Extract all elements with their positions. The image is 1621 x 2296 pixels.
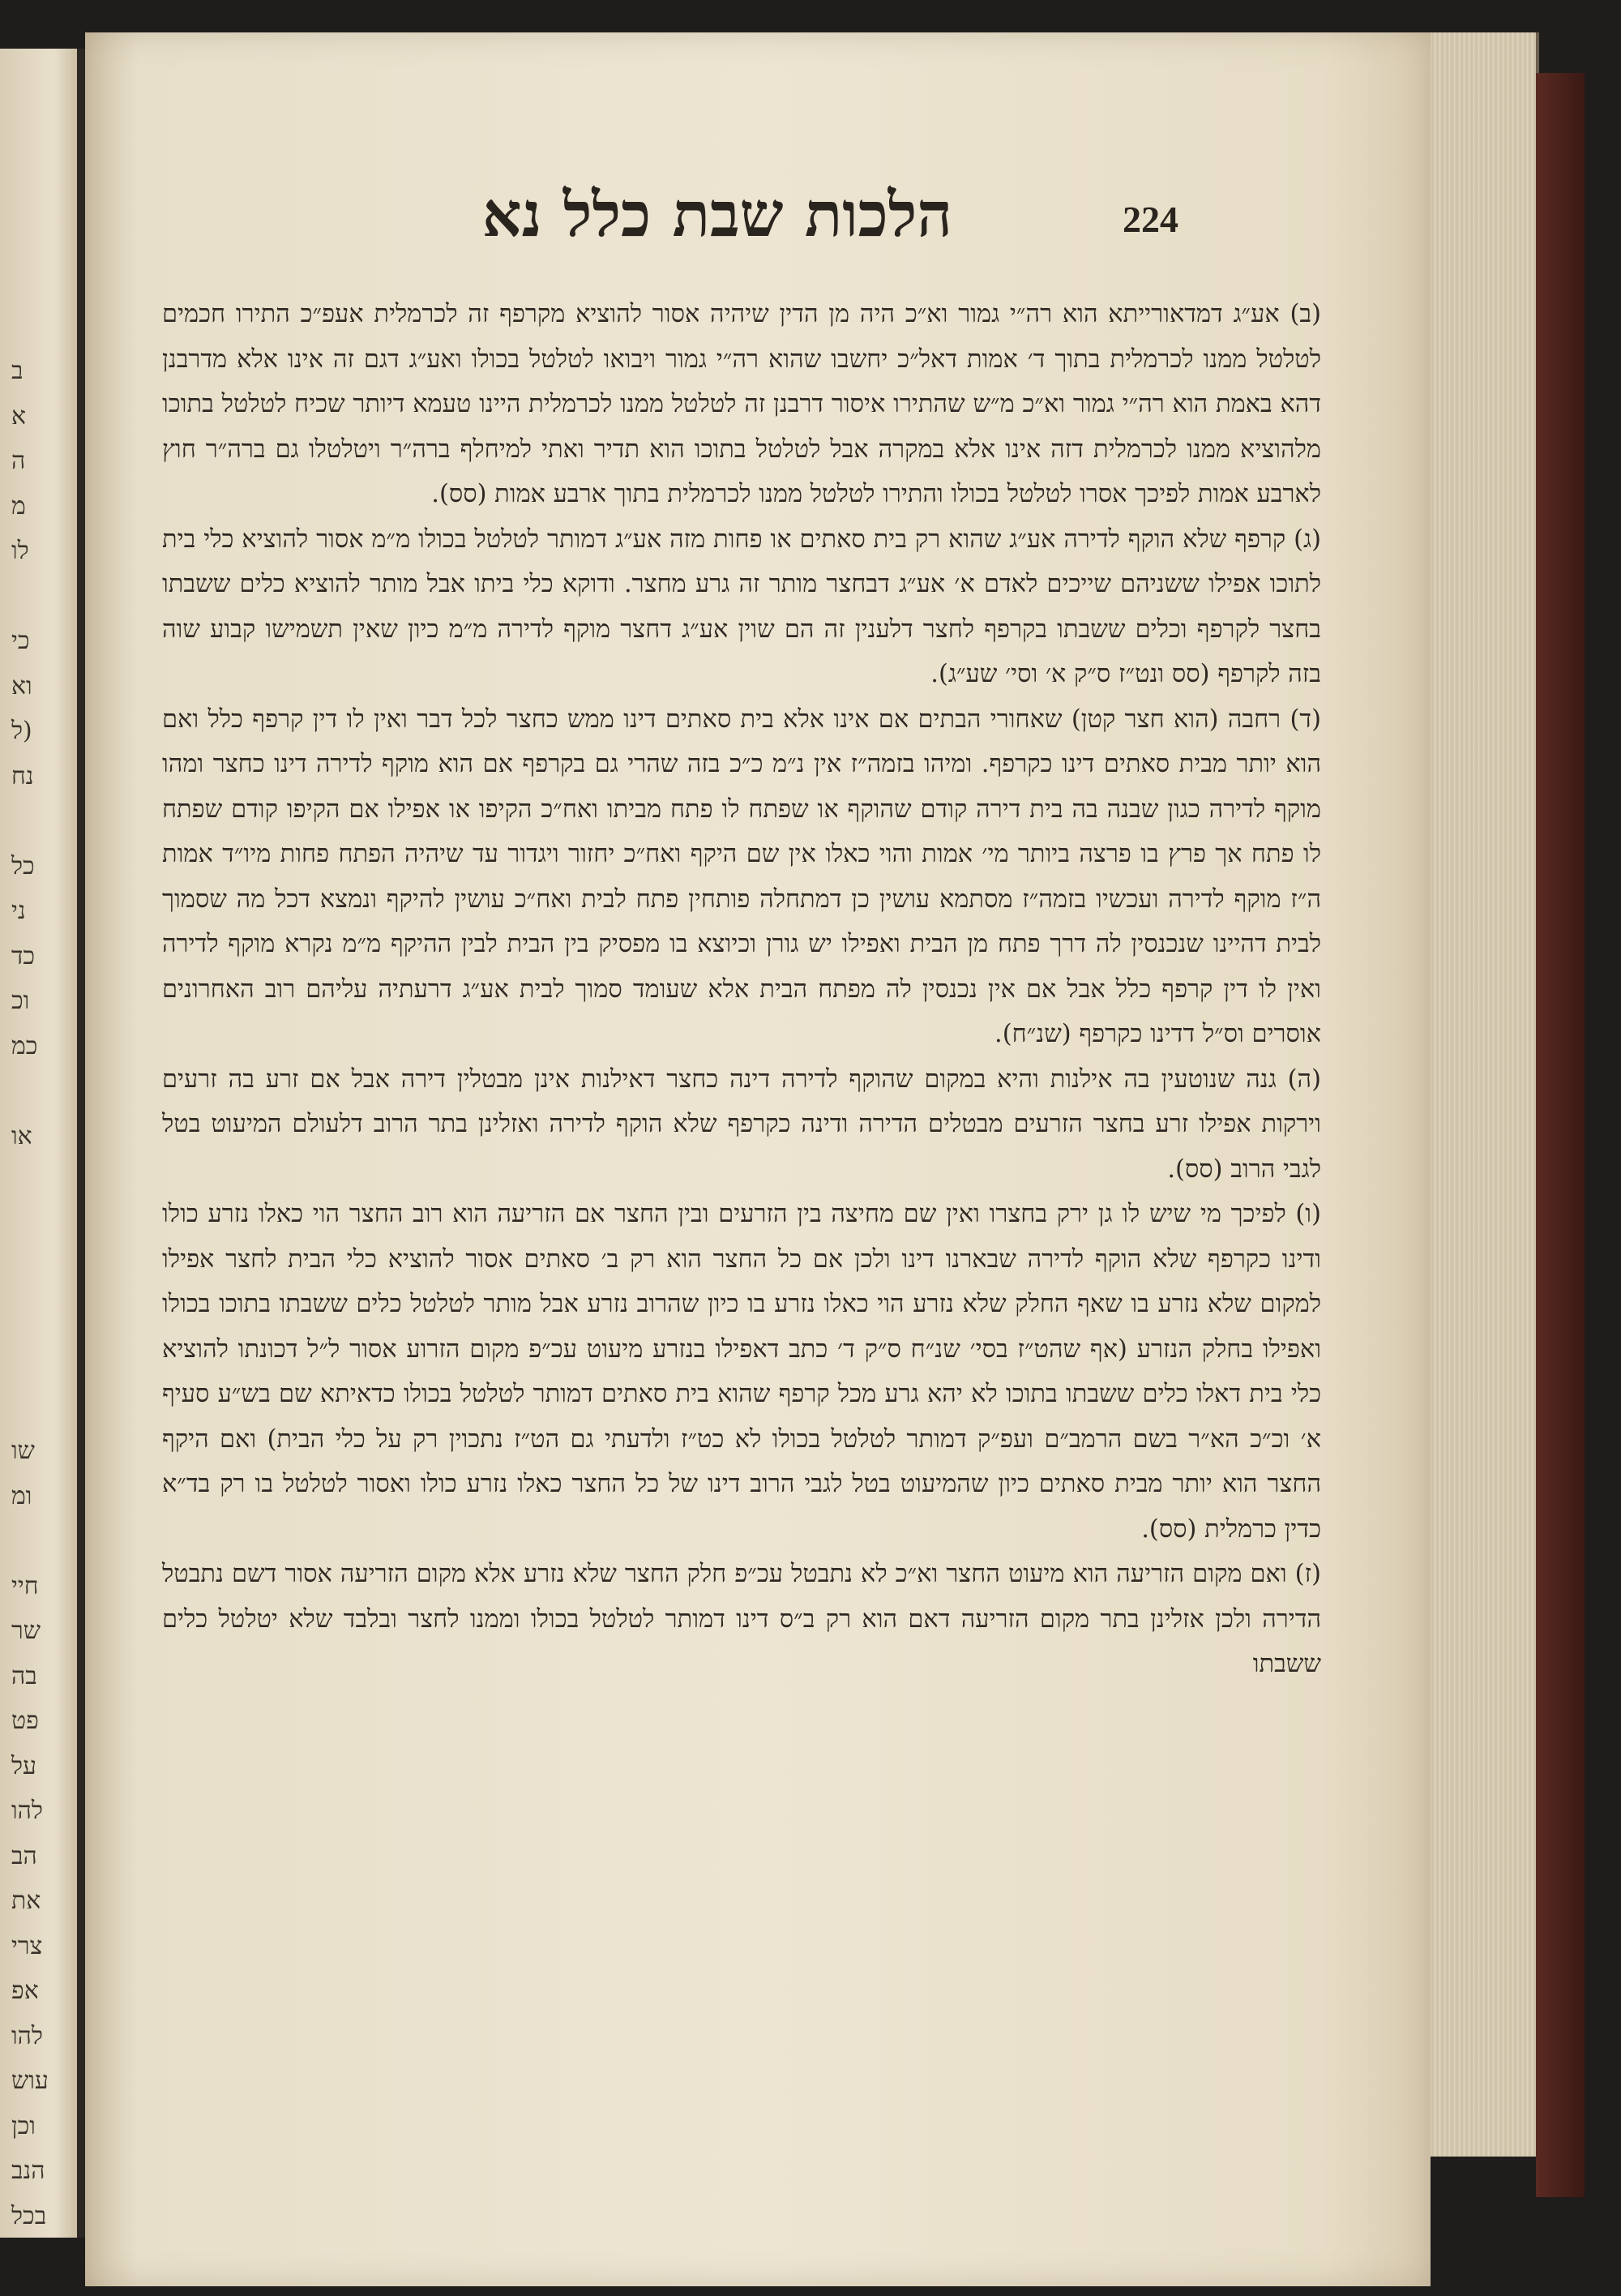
left-page-fragment: ב bbox=[11, 357, 24, 385]
left-page-fragment: (ל bbox=[11, 717, 32, 745]
left-page-fragment: כל bbox=[11, 851, 35, 880]
paragraph-6: (ו) לפיכך מי שיש לו גן ירק בחצרו ואין שם מחיצה בין הזרעים ובין החצר אם הזריעה הוא רוב החצר הוי כאלו נזרע כולו ודינו כקרפף שלא הוקף לדירה שבארנו דינו ולכן אם כל החצר הוא רק ב׳ סאתים אסור להוציא כלי הבית לחצר אפילו למקום שלא נזרע בו שאף החלק שלא נזרע הוי כאלו נזרע בו כיון שהרוב נזרע אבל מותר לטלטל כלים ששבתו בתוכו בכולו ואפילו בחלק הנזרע (אף שהט״ז בסי׳ שנ״ח ס״ק ד׳ כתב דאפילו בנזרע מיעוט עכ״פ מקום הזרוע אסור ל״ל דכונתו להוציא כלי בית דאלו כלים ששבתו בתוכו לא יהא גרע מכל קרפף שהוא בית סאתים דמותר לטלטל בכולו כדאיתא שם בש״ע סעיף א׳ וכ״כ הא״ר בשם הרמב״ם ועפ״ק דמותר לטלטל בכולו לא כט״ז ולדעתי גם הט״ז נתכוין רק על כלי הבית) ואם היקף החצר הוא יותר מבית סאתים כיון שהמיעוט בטל לגבי הרוב דינו של כל החצר כאלו נזרע כולו ואסור לטלטל בו רק בד״א כדין כרמלית (סס). bbox=[162, 1200, 1321, 1544]
page-header bbox=[85, 178, 1431, 276]
left-page-fragment: ה bbox=[11, 447, 26, 475]
left-page-fragment: להו bbox=[11, 1797, 43, 1825]
left-page-fragment: להו bbox=[11, 2021, 43, 2050]
page-title: הלכות שבת כלל נא bbox=[481, 178, 953, 251]
left-page-fragment: פט bbox=[11, 1707, 39, 1735]
left-page-fragment: צרי bbox=[11, 1931, 43, 1960]
left-facing-page bbox=[0, 49, 79, 2238]
book-gutter bbox=[77, 49, 85, 2238]
left-page-fragment: כי bbox=[11, 627, 30, 655]
left-page-fragment: חיי bbox=[11, 1571, 39, 1600]
book-page bbox=[85, 32, 1431, 2286]
left-page-fragment: כמ bbox=[11, 1031, 38, 1060]
left-page-fragment: ני bbox=[11, 897, 26, 925]
paragraph-5: (ה) גנה שנוטעין בה אילנות והיא במקום שהוקף לדירה דינה כחצר דאילנות אינן מבטלין דירה אבל אם זרע בה זרעים וירקות אפילו זרע בחצר הזרעים מבטלים הדירה ודינה כקרפף שלא הוקף לדירה ואזלינן בתר הרוב דלעולם המיעוט בטל לגבי הרוב (סס). bbox=[162, 1064, 1321, 1184]
left-page-fragment: נח bbox=[11, 761, 34, 790]
book-cover-edge bbox=[1536, 73, 1585, 2197]
left-page-fragment: מ bbox=[11, 491, 26, 520]
left-page-fragment: או bbox=[11, 1121, 32, 1150]
left-page-fragment: וא bbox=[11, 671, 32, 700]
left-page-fragment: כד bbox=[11, 941, 36, 970]
left-page-fragment: וכ bbox=[11, 987, 30, 1015]
left-page-fragment: שו bbox=[11, 1437, 35, 1465]
paragraph-3: (ג) קרפף שלא הוקף לדירה אע״ג שהוא רק בית סאתים או פחות מזה אע״ג דמותר לטלטל בכולו מ״מ אסור להוציא כלי בית לתוכו אפילו ששניהם שייכים לאדם א׳ אע״ג דבחצר מותר זה גרע מחצר. ודוקא כלי ביתו אבל מותר להוציא כלים ששבתו בחצר לקרפף וכלים ששבתו בקרפף לחצר דלענין זה הם שוין אע״ג דחצר מוקף לדירה מ״מ כיון שאין תשמישו קבוע שוה בזה לקרפף (סס ונט״ז ס״ק א׳ וסי׳ שע״ג). bbox=[162, 525, 1321, 688]
page-number: 224 bbox=[1123, 199, 1178, 240]
page-edges bbox=[1431, 32, 1539, 2157]
left-page-fragment: עוש bbox=[11, 2067, 49, 2095]
left-page-fragment: שר bbox=[11, 1617, 41, 1645]
left-page-fragment: א bbox=[11, 401, 27, 430]
left-page-fragment: לו bbox=[11, 537, 29, 565]
left-page-fragment: את bbox=[11, 1887, 41, 1915]
left-page-fragment: הנב bbox=[11, 2157, 45, 2185]
left-page-fragment: וכן bbox=[11, 2111, 36, 2140]
left-page-fragment: הב bbox=[11, 1841, 37, 1870]
paragraph-7: (ז) ואם מקום הזריעה הוא מיעוט החצר וא״כ לא נתבטל עכ״פ חלק החצר שלא נזרע אלא מקום הזריעה אסור דשם נתבטל הדירה ולכן אזלינן בתר מקום הזריעה דאם הוא רק ב״ס דינו דמותר לטלטל בכולו וממנו לחצר ובלבד שלא יטלטל כלים ששבתו bbox=[162, 1560, 1321, 1678]
left-page-fragment: בכל bbox=[11, 2201, 47, 2230]
paragraph-4: (ד) רחבה (הוא חצר קטן) שאחורי הבתים אם אינו אלא בית סאתים דינו ממש כחצר לכל דבר ואין לו דין קרפף כלל ואם הוא יותר מבית סאתים דינו כקרפף. ומיהו בזמה״ז אין נ״מ כ״כ בזה שהרי גם בקרפף אם הוא מוקף לדירה דינו כחצר ומהו מוקף לדירה כגון שבנה בה בית דירה קודם שהוקף או שפתח לו פתח מביתו ואח״כ הקיפו או אפילו אם הקיפו קודם שפתח לו פתח אך פרץ בו פרצה ביותר מי׳ אמות והוי כאלו אין שם היקף ואח״כ יחזור ויגדור עד שיהיה הפתח פחות מיו״ד אמות ה״ז מוקף לדירה ועכשיו בזמה״ז מסתמא עושין כן דמתחלה פותחין פתח לבית ואח״כ עושין להיקף ונמצא דכל מה שסמוך לבית דהיינו שנכנסין לה דרך פתח מן הבית ואפילו יש גורן וכיוצא בו מפסיק בין הבית לבין ההיקף מ״מ נקרא מוקף לדירה ואין לו דין קרפף כלל אבל אם אין נכנסין לה מפתח הבית אלא שעומד סמוך לבית אע״ג דרעתיה עליהם רוב האחרונים אוסרים וס״ל דדינו כקרפף (שנ״ח). bbox=[162, 705, 1321, 1048]
left-page-fragment: ומ bbox=[11, 1481, 32, 1510]
left-page-fragment: אפ bbox=[11, 1977, 39, 2005]
paragraph-2: (ב) אע״ג דמדאורייתא הוא רה״י גמור וא״כ היה מן הדין שיהיה אסור להוציא מקרפף זה לכרמלית אעפ״כ התירו חכמים לטלטל ממנו לכרמלית בתוך ד׳ אמות דאל״כ יחשבו שהוא רה״י גמור ויבואו לטלטל בכולו ואע״ג דגם זה אינו אלא מדרבנן דהא באמת הוא רה״י גמור וא״כ מ״ש שהתירו איסור דרבנן זה לטלטל ממנו לכרמלית היינו טעמא דיותר שכיח לטלטל בתוכו מלהוציא ממנו לכרמלית דזה אינו אלא במקרה אבל לטלטל בתוכו הוא תדיר ואתי למיחלף ברה״ר ויטלטלו גם ברה״ר חוץ לארבע אמות לפיכך אסרו לטלטל בכולו והתירו לטלטל ממנו לכרמלית בתוך ארבע אמות (סס). bbox=[162, 300, 1321, 508]
body-text bbox=[162, 292, 1321, 1687]
left-page-fragment: על bbox=[11, 1751, 37, 1780]
left-page-fragment: בה bbox=[11, 1661, 37, 1690]
